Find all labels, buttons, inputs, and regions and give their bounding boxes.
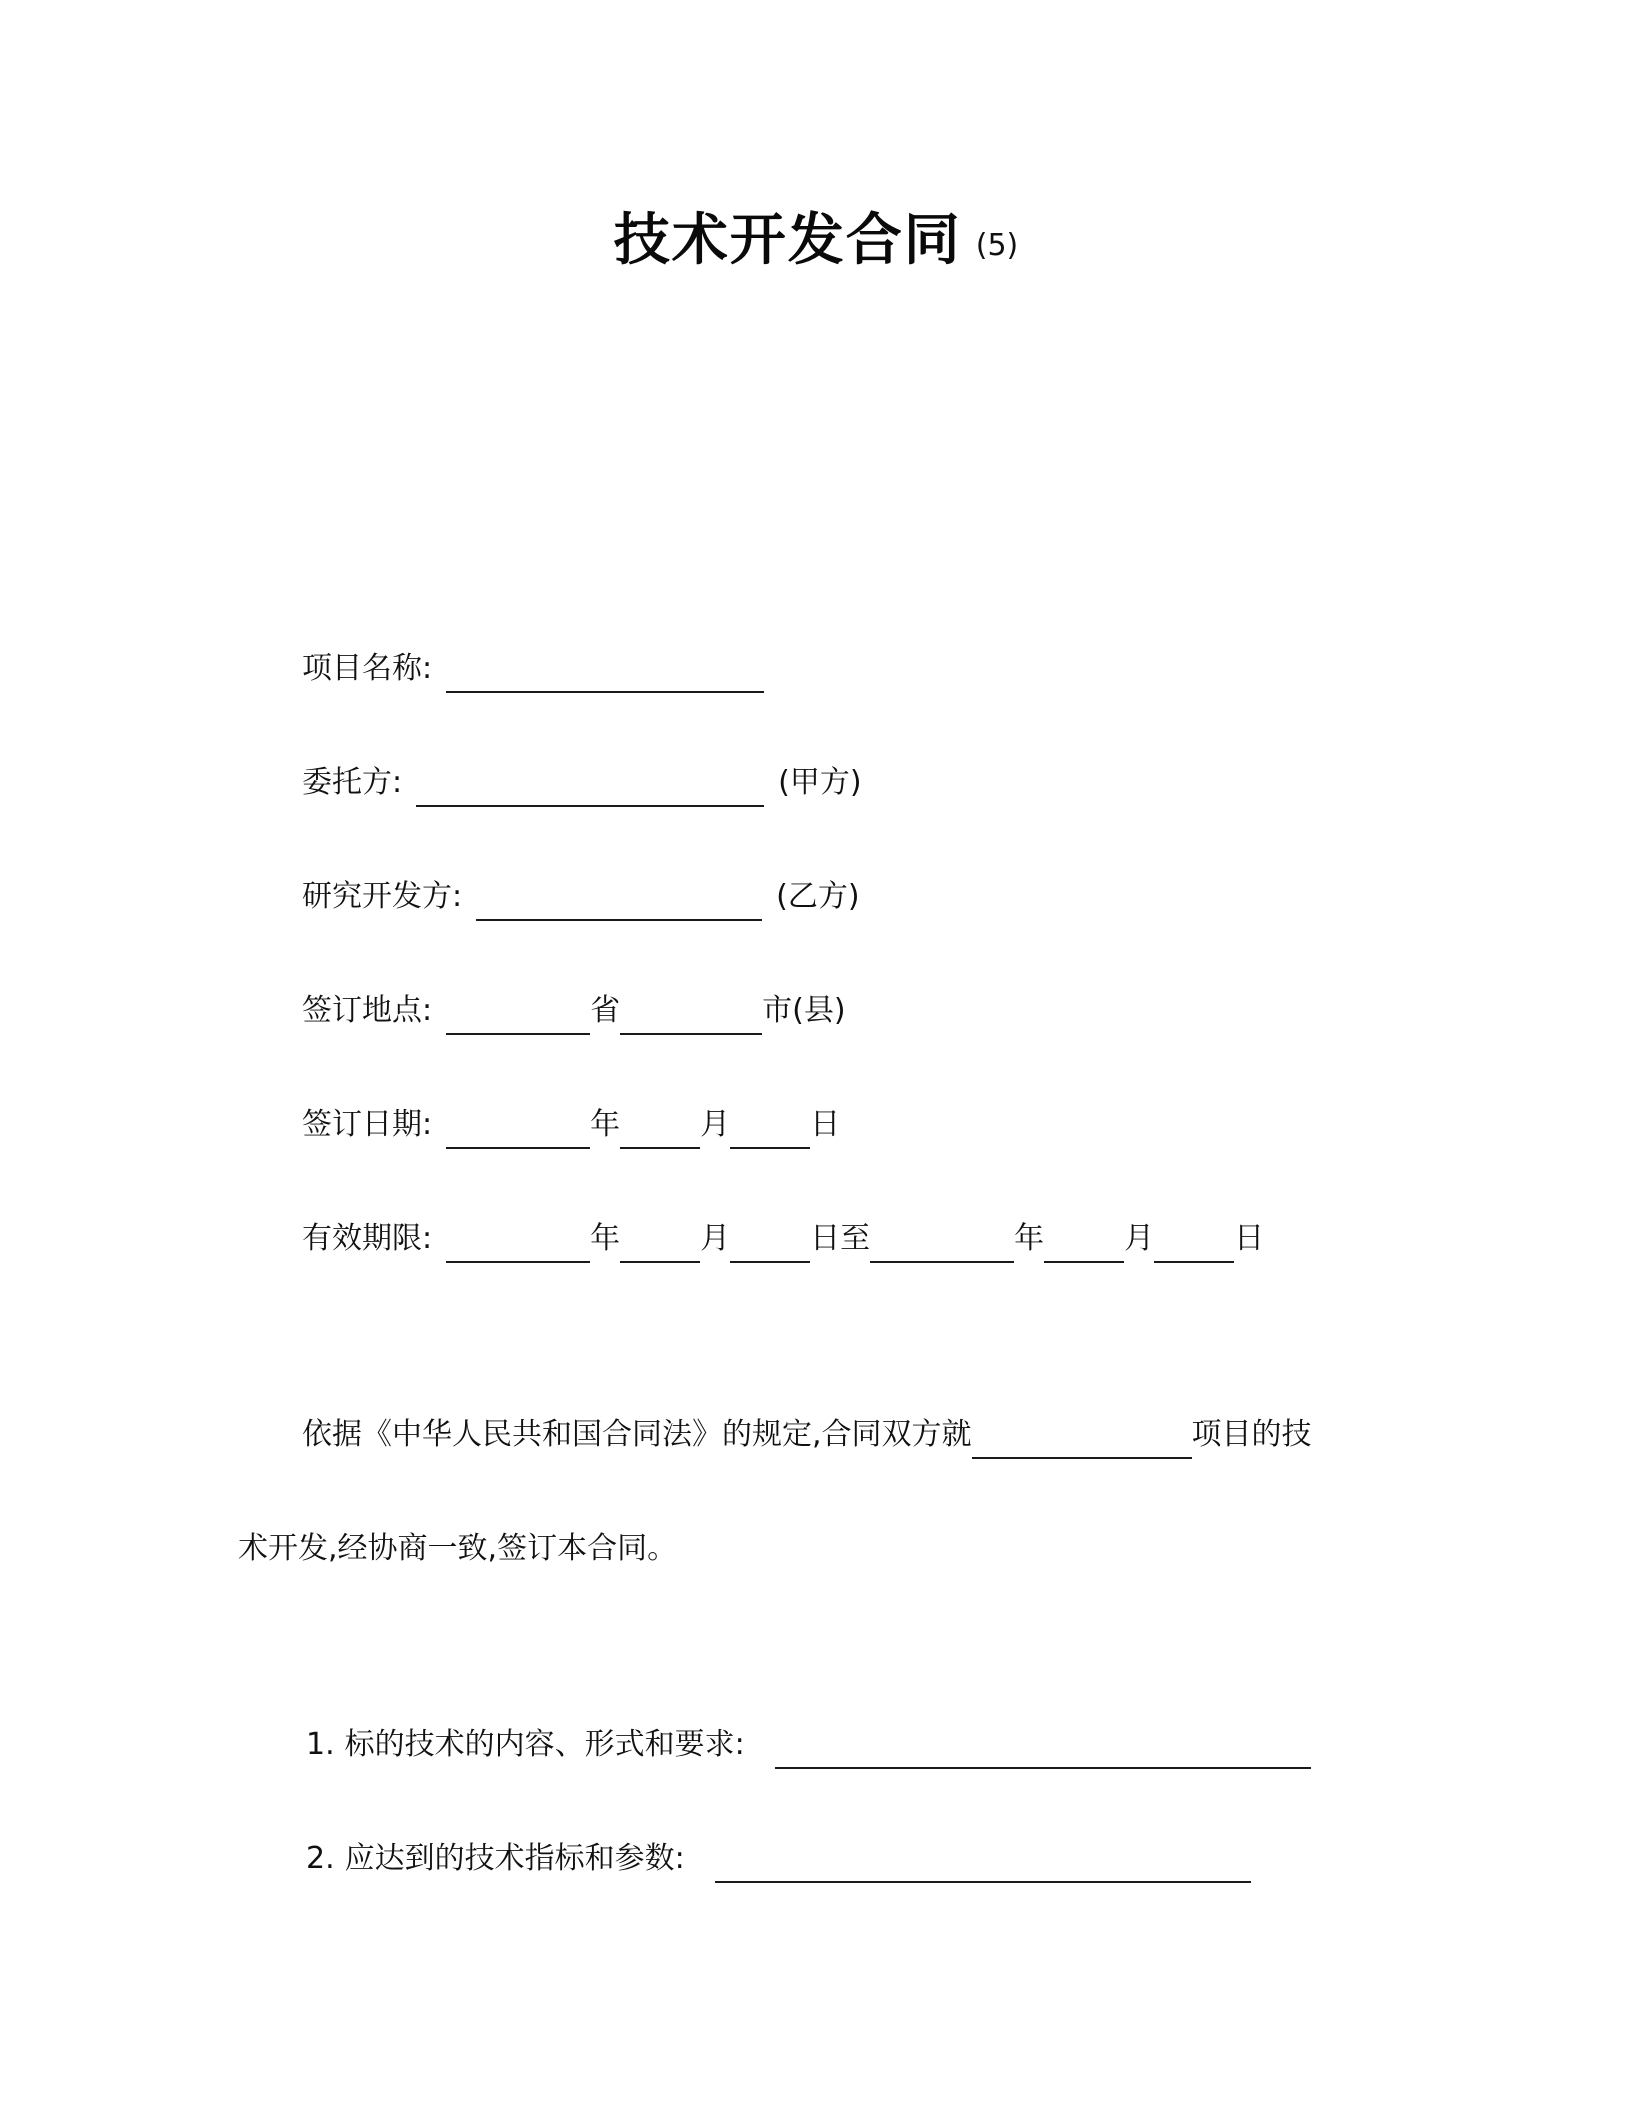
province-text: 省 <box>590 993 621 1028</box>
start-year-blank[interactable] <box>446 1215 590 1263</box>
clause-2-text: 应达到的技术指标和参数: <box>344 1841 685 1876</box>
sign-day-blank[interactable] <box>730 1101 810 1149</box>
intro-text-after: 项目的技 <box>1191 1417 1312 1452</box>
sign-month-text: 月 <box>700 1107 731 1142</box>
intro-text-line2: 术开发,经协商一致,签订本合同。 <box>238 1531 678 1566</box>
validity-label: 有效期限: <box>302 1221 433 1256</box>
clause-1-text: 标的技术的内容、形式和要求: <box>344 1727 745 1762</box>
title-number: (5) <box>975 228 1019 263</box>
sign-year-blank[interactable] <box>446 1101 590 1149</box>
intro-line-2 <box>238 1525 677 1573</box>
client-suffix: (甲方) <box>778 765 862 800</box>
intro-text-before: 依据《中华人民共和国合同法》的规定,合同双方就 <box>302 1417 972 1452</box>
end-month-text: 月 <box>1124 1221 1155 1256</box>
end-year-text: 年 <box>1014 1221 1045 1256</box>
sign-month-blank[interactable] <box>620 1101 700 1149</box>
client-row <box>302 759 862 807</box>
sign-date-label: 签订日期: <box>302 1107 433 1142</box>
sign-year-text: 年 <box>590 1107 621 1142</box>
intro-line-1 <box>302 1411 1312 1459</box>
sign-place-label: 签订地点: <box>302 993 433 1028</box>
end-month-blank[interactable] <box>1044 1215 1124 1263</box>
clause-2-number: 2. <box>306 1841 335 1876</box>
start-day-to-text: 日至 <box>810 1221 871 1256</box>
clause-1 <box>306 1721 1311 1769</box>
start-month-text: 月 <box>700 1221 731 1256</box>
sign-place-row <box>302 987 846 1035</box>
sign-day-text: 日 <box>810 1107 841 1142</box>
project-name-blank[interactable] <box>446 645 764 693</box>
city-county-text: 市(县) <box>762 993 846 1028</box>
project-name-row <box>302 645 764 693</box>
client-blank[interactable] <box>416 759 764 807</box>
document-title <box>0 196 1632 276</box>
end-day-blank[interactable] <box>1154 1215 1234 1263</box>
end-day-text: 日 <box>1234 1221 1265 1256</box>
developer-label: 研究开发方: <box>302 879 463 914</box>
city-blank[interactable] <box>620 987 762 1035</box>
validity-row <box>302 1215 1264 1263</box>
province-blank[interactable] <box>446 987 590 1035</box>
developer-suffix: (乙方) <box>776 879 860 914</box>
developer-blank[interactable] <box>476 873 762 921</box>
sign-date-row <box>302 1101 840 1149</box>
clause-1-blank[interactable] <box>775 1721 1311 1769</box>
clause-2-blank[interactable] <box>715 1835 1251 1883</box>
clause-1-number: 1. <box>306 1727 335 1762</box>
end-year-blank[interactable] <box>870 1215 1014 1263</box>
start-month-blank[interactable] <box>620 1215 700 1263</box>
clause-2 <box>306 1835 1251 1883</box>
start-year-text: 年 <box>590 1221 621 1256</box>
start-day-blank[interactable] <box>730 1215 810 1263</box>
title-text: 技术开发合同 <box>613 208 962 273</box>
client-label: 委托方: <box>302 765 403 800</box>
project-name-label: 项目名称: <box>302 651 433 686</box>
intro-project-blank[interactable] <box>972 1411 1192 1459</box>
developer-row <box>302 873 860 921</box>
